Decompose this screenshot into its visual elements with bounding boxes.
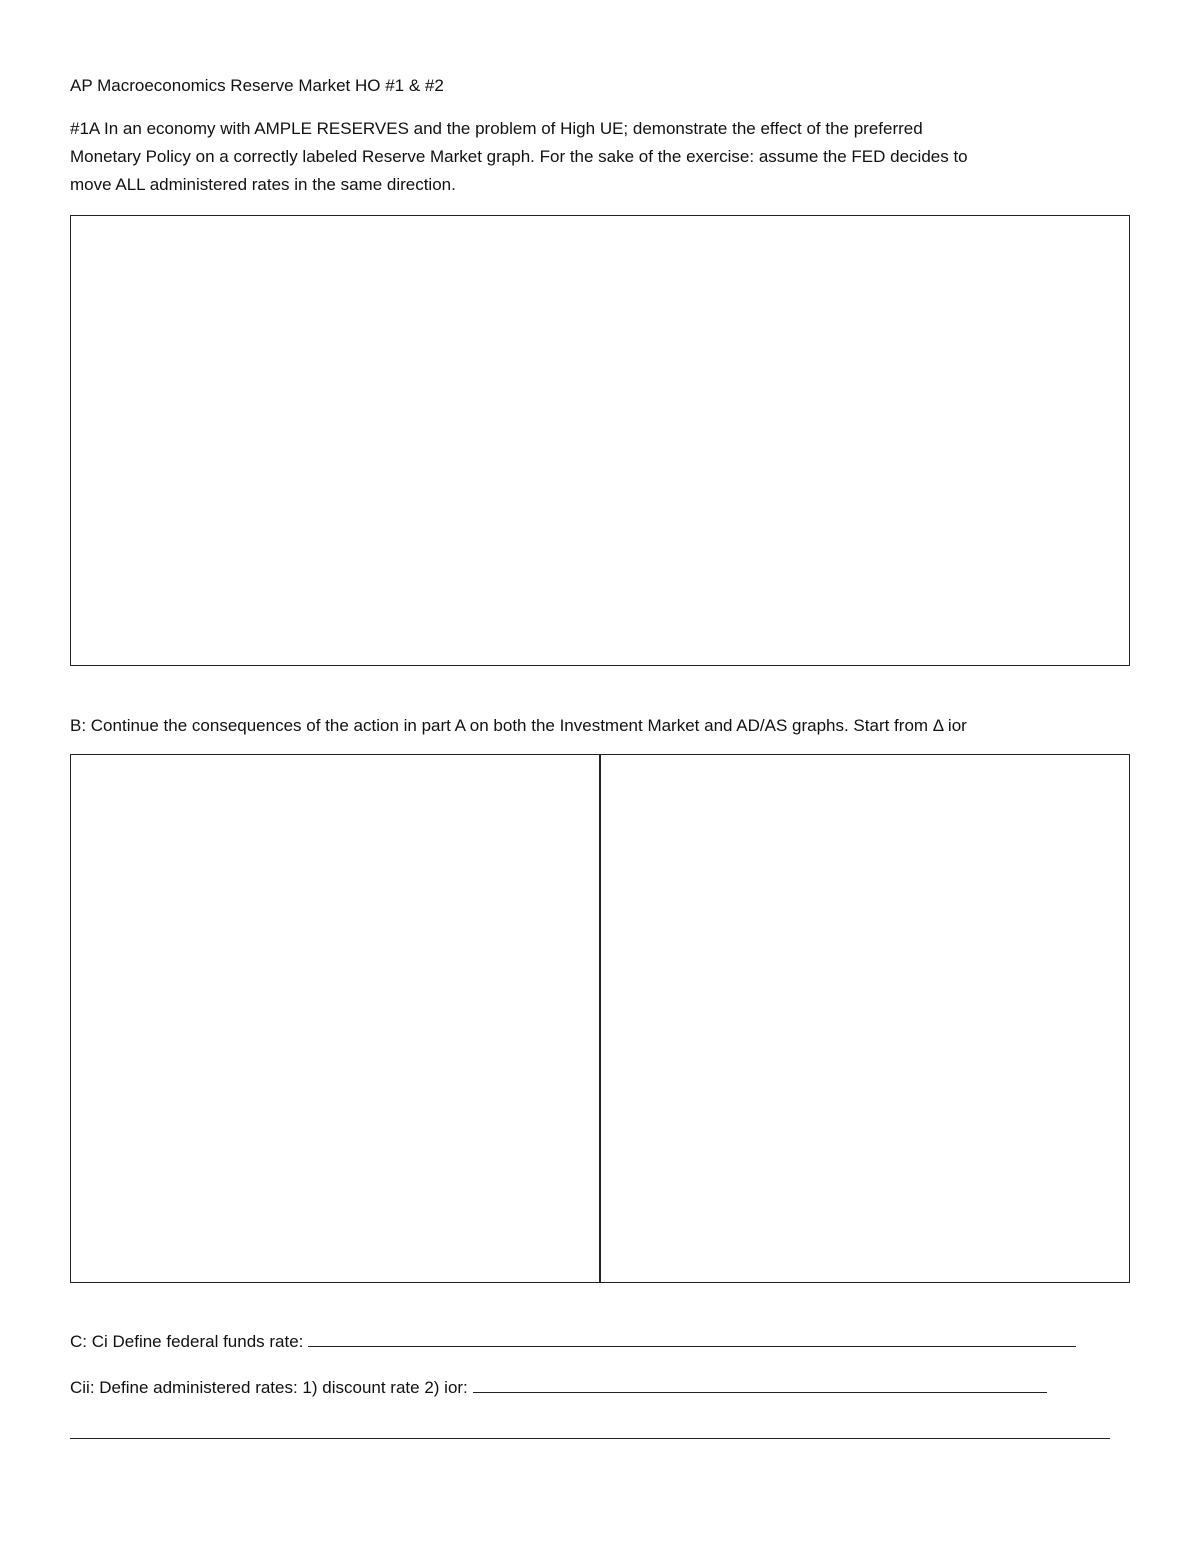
page-title: AP Macroeconomics Reserve Market HO #1 & #2 [70,76,444,95]
part-c-i-row [70,1328,1076,1356]
part-b-prompt: B: Continue the consequences of the action in part A on both the Investment Market and AD/AS graphs. Start from Δ ior [70,716,967,735]
part-c-i-answer-line[interactable] [308,1330,1076,1347]
part-c-ii-answer-line-continued[interactable] [70,1422,1110,1439]
part-c-ii-answer-line[interactable] [473,1376,1047,1393]
question-1a-line: Monetary Policy on a correctly labeled Reserve Market graph. For the sake of the exercise: assume the FED decides to [70,147,968,166]
question-1a-line: move ALL administered rates in the same direction. [70,175,456,194]
part-c-i-label: C: Ci Define federal funds rate: [70,1332,304,1351]
reserve-market-graph-answer-box[interactable] [70,215,1130,666]
part-c-ii-continuation-row [70,1420,1110,1448]
investment-market-graph-answer-area[interactable] [71,755,599,1282]
part-c-ii-label: Cii: Define administered rates: 1) discount rate 2) ior: [70,1378,468,1397]
adas-graph-answer-area[interactable] [601,755,1129,1282]
part-c-ii-row [70,1374,1047,1402]
question-1a-line: #1A In an economy with AMPLE RESERVES and the problem of High UE; demonstrate the effect of the preferred [70,119,923,138]
question-1a-prompt [70,115,1130,199]
